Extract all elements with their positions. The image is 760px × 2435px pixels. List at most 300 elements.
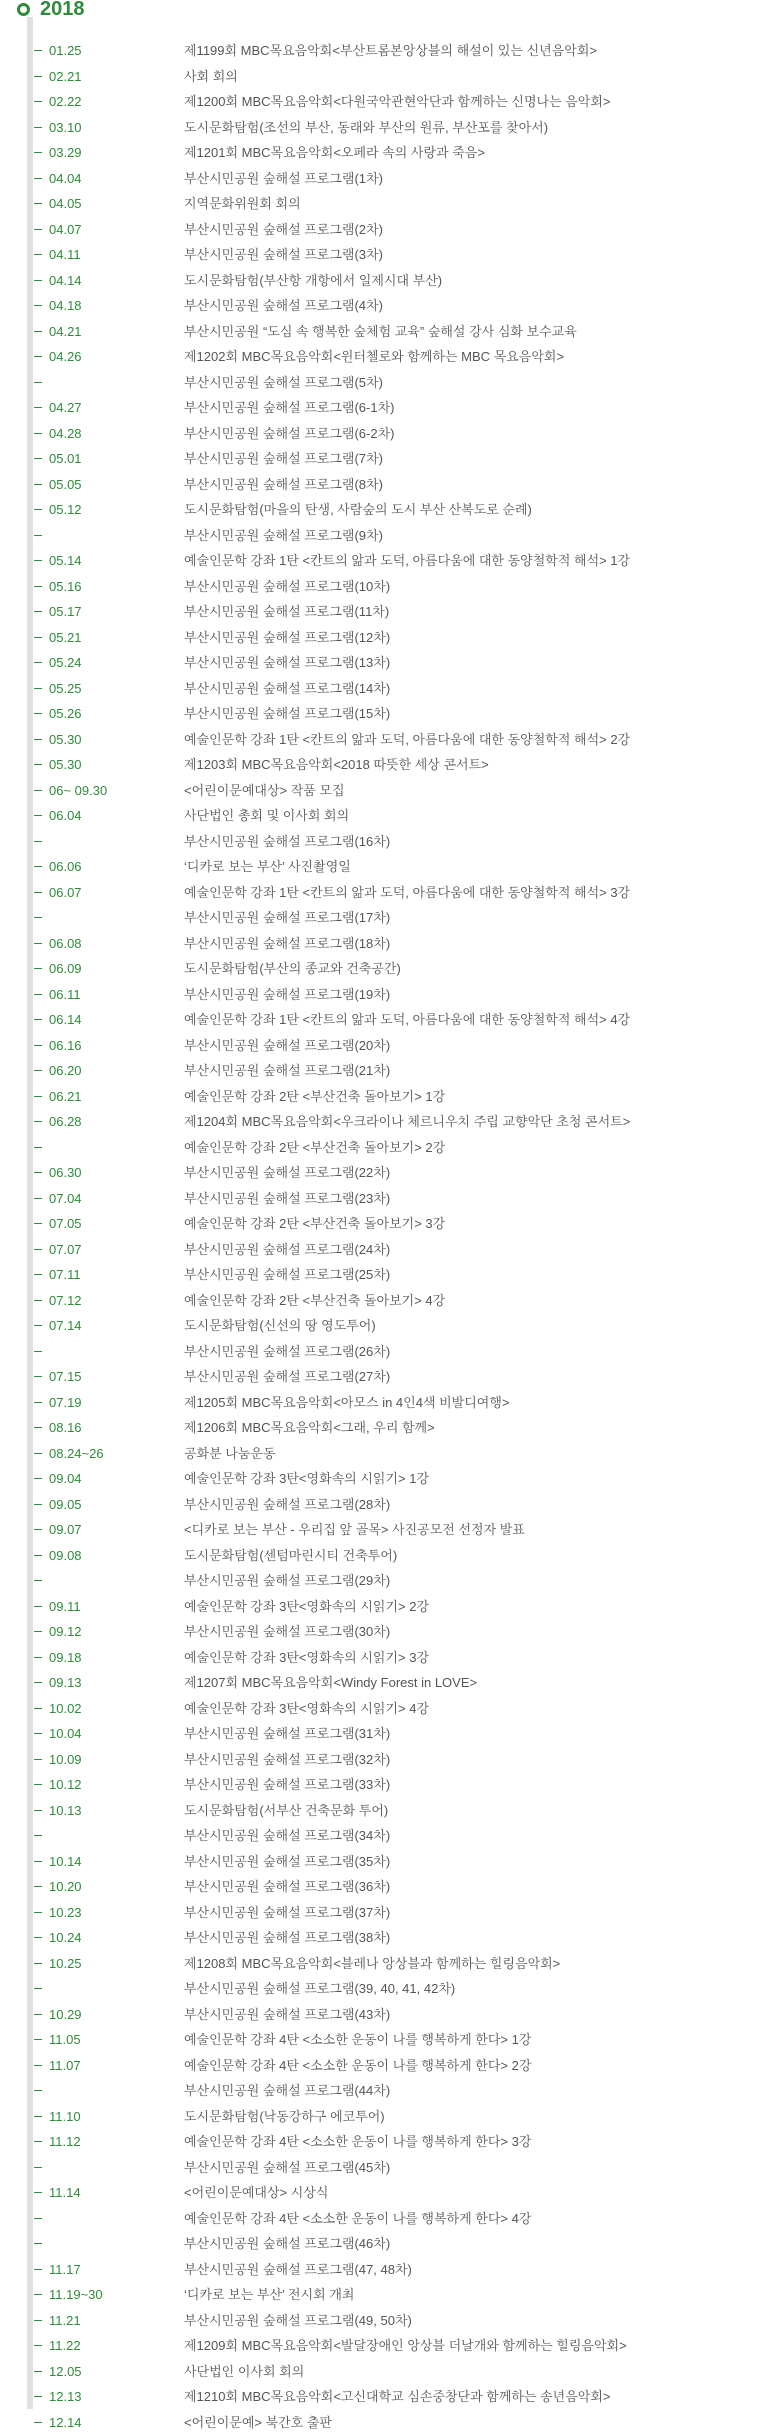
event-description: 예술인문학 강좌 4탄 <소소한 운동이 나를 행복하게 한다> 4강 xyxy=(184,2206,531,2231)
event-date: 10.14 xyxy=(49,1849,82,1874)
event-date: 05.21 xyxy=(49,625,82,650)
timeline-item xyxy=(0,268,760,294)
event-date: 04.07 xyxy=(49,217,82,242)
timeline-tick-icon xyxy=(34,2218,42,2219)
timeline-item xyxy=(0,1135,760,1161)
event-description: 부산시민공원 숲해설 프로그램(18차) xyxy=(184,931,390,956)
event-description: 제1204회 MBC목요음악회<우크라이나 체르니우치 주립 교향악단 초청 콘서트> xyxy=(184,1109,630,1134)
timeline-tick-icon xyxy=(34,2192,42,2193)
event-description: 제1202회 MBC목요음악회<윈터첼로와 함께하는 MBC 목요음악회> xyxy=(184,344,564,369)
event-description: 예술인문학 강좌 1탄 <칸트의 앎과 도덕, 아름다움에 대한 동양철학적 해석> 4강 xyxy=(184,1007,630,1032)
timeline-item xyxy=(0,1645,760,1671)
event-description: 예술인문학 강좌 2탄 <부산건축 돌아보기> 2강 xyxy=(184,1135,445,1160)
timeline-tick-icon xyxy=(34,2320,42,2321)
timeline-tick-icon xyxy=(34,1682,42,1683)
timeline-item xyxy=(0,1390,760,1416)
event-description: 도시문화탐험(센텀마린시티 건축투어) xyxy=(184,1543,397,1568)
timeline-tick-icon xyxy=(34,178,42,179)
event-description: 부산시민공원 숲해설 프로그램(5차) xyxy=(184,370,383,395)
timeline-item xyxy=(0,1619,760,1645)
timeline-item xyxy=(0,2384,760,2410)
event-description: 부산시민공원 숲해설 프로그램(21차) xyxy=(184,1058,390,1083)
event-description: 사회 회의 xyxy=(184,64,238,89)
event-description: 예술인문학 강좌 3탄<영화속의 시읽기> 2강 xyxy=(184,1594,429,1619)
event-description: 부산시민공원 숲해설 프로그램(23차) xyxy=(184,1186,390,1211)
timeline-item xyxy=(0,2282,760,2308)
timeline-item xyxy=(0,778,760,804)
event-date: 10.12 xyxy=(49,1772,82,1797)
timeline-tick-icon xyxy=(34,203,42,204)
timeline-item xyxy=(0,217,760,243)
timeline-tick-icon xyxy=(34,1835,42,1836)
event-date: 06.28 xyxy=(49,1109,82,1134)
timeline-item xyxy=(0,854,760,880)
event-date: 11.22 xyxy=(49,2333,81,2358)
timeline-tick-icon xyxy=(34,2141,42,2142)
timeline-tick-icon xyxy=(34,1300,42,1301)
timeline-item xyxy=(0,1951,760,1977)
timeline-tick-icon xyxy=(34,968,42,969)
event-description: 부산시민공원 숲해설 프로그램(35차) xyxy=(184,1849,390,1874)
event-date: 04.28 xyxy=(49,421,82,446)
event-date: 04.04 xyxy=(49,166,82,191)
timeline-tick-icon xyxy=(34,1580,42,1581)
timeline-item xyxy=(0,1084,760,1110)
event-description: 도시문화탐험(조선의 부산, 동래와 부산의 원류, 부산포를 찾아서) xyxy=(184,115,548,140)
timeline-item xyxy=(0,1339,760,1365)
timeline-tick-icon xyxy=(34,1376,42,1377)
timeline-tick-icon xyxy=(34,917,42,918)
timeline-tick-icon xyxy=(34,458,42,459)
event-description: 부산시민공원 숲해설 프로그램(20차) xyxy=(184,1033,390,1058)
event-description: 부산시민공원 숲해설 프로그램(37차) xyxy=(184,1900,390,1925)
timeline-tick-icon xyxy=(34,127,42,128)
event-date: 09.11 xyxy=(49,1594,81,1619)
timeline-tick-icon xyxy=(34,2065,42,2066)
event-description: 부산시민공원 숲해설 프로그램(44차) xyxy=(184,2078,390,2103)
event-date: 05.17 xyxy=(49,599,82,624)
timeline-item xyxy=(0,1798,760,1824)
timeline-tick-icon xyxy=(34,509,42,510)
event-description: 부산시민공원 숲해설 프로그램(9차) xyxy=(184,523,383,548)
timeline-item xyxy=(0,395,760,421)
timeline-item xyxy=(0,1313,760,1339)
timeline-item xyxy=(0,1976,760,2002)
timeline-tick-icon xyxy=(34,2371,42,2372)
event-date: 10.13 xyxy=(49,1798,82,1823)
timeline-tick-icon xyxy=(34,688,42,689)
timeline-tick-icon xyxy=(34,305,42,306)
timeline-tick-icon xyxy=(34,611,42,612)
timeline-tick-icon xyxy=(34,2090,42,2091)
timeline-item xyxy=(0,1211,760,1237)
event-description: 부산시민공원 숲해설 프로그램(19차) xyxy=(184,982,390,1007)
event-description: 예술인문학 강좌 4탄 <소소한 운동이 나를 행복하게 한다> 2강 xyxy=(184,2053,531,2078)
event-date: 04.05 xyxy=(49,191,82,216)
timeline-item xyxy=(0,1466,760,1492)
timeline-item xyxy=(0,2053,760,2079)
event-date: 10.09 xyxy=(49,1747,82,1772)
event-date: 06.07 xyxy=(49,880,82,905)
event-date: 12.05 xyxy=(49,2359,82,2384)
timeline-item xyxy=(0,650,760,676)
event-date: 05.25 xyxy=(49,676,82,701)
timeline-item xyxy=(0,1849,760,1875)
timeline-tick-icon xyxy=(34,2014,42,2015)
timeline-item xyxy=(0,1925,760,1951)
timeline-item xyxy=(0,421,760,447)
timeline-tick-icon xyxy=(34,790,42,791)
timeline-item xyxy=(0,166,760,192)
timeline-item xyxy=(0,2002,760,2028)
event-description: 도시문화탐험(부산의 종교와 건축공간) xyxy=(184,956,401,981)
timeline-item xyxy=(0,701,760,727)
event-description: 부산시민공원 숲해설 프로그램(7차) xyxy=(184,446,383,471)
timeline-tick-icon xyxy=(34,1147,42,1148)
event-date: 07.11 xyxy=(49,1262,81,1287)
event-description: 부산시민공원 숲해설 프로그램(15차) xyxy=(184,701,390,726)
event-date: 10.25 xyxy=(49,1951,82,1976)
timeline-tick-icon xyxy=(34,1453,42,1454)
event-date: 06.09 xyxy=(49,956,82,981)
timeline-item xyxy=(0,599,760,625)
event-description: 사단법인 총회 및 이사회 회의 xyxy=(184,803,349,828)
event-description: 부산시민공원 숲해설 프로그램(14차) xyxy=(184,676,390,701)
timeline-item xyxy=(0,956,760,982)
event-date: 04.27 xyxy=(49,395,82,420)
timeline-item xyxy=(0,523,760,549)
event-date: 04.14 xyxy=(49,268,82,293)
timeline-tick-icon xyxy=(34,152,42,153)
event-date: 01.25 xyxy=(49,38,82,63)
event-description: 부산시민공원 숲해설 프로그램(39, 40, 41, 42차) xyxy=(184,1976,455,2001)
timeline-item xyxy=(0,548,760,574)
timeline-item xyxy=(0,1441,760,1467)
timeline-tick-icon xyxy=(34,433,42,434)
event-date: 06~ 09.30 xyxy=(49,778,107,803)
event-date: 05.12 xyxy=(49,497,82,522)
timeline-tick-icon xyxy=(34,1810,42,1811)
timeline-item xyxy=(0,625,760,651)
timeline-item xyxy=(0,803,760,829)
year-label: 2018 xyxy=(40,0,85,21)
event-description: 도시문화탐험(마을의 탄생, 사람숲의 도시 부산 산복도로 순례) xyxy=(184,497,532,522)
timeline-tick-icon xyxy=(34,1657,42,1658)
timeline-tick-icon xyxy=(34,1478,42,1479)
timeline-item xyxy=(0,115,760,141)
event-description: 부산시민공원 숲해설 프로그램(36차) xyxy=(184,1874,390,1899)
event-description: 부산시민공원 숲해설 프로그램(6-2차) xyxy=(184,421,394,446)
event-description: 예술인문학 강좌 3탄<영화속의 시읽기> 4강 xyxy=(184,1696,429,1721)
event-description: 제1200회 MBC목요음악회<다원국악관현악단과 함께하는 신명나는 음악회> xyxy=(184,89,611,114)
event-description: 부산시민공원 숲해설 프로그램(30차) xyxy=(184,1619,390,1644)
timeline-tick-icon xyxy=(34,1070,42,1071)
timeline-tick-icon xyxy=(34,1759,42,1760)
event-date: 10.29 xyxy=(49,2002,82,2027)
event-date: 12.14 xyxy=(49,2410,82,2435)
event-description: 부산시민공원 숲해설 프로그램(1차) xyxy=(184,166,383,191)
timeline-tick-icon xyxy=(34,1045,42,1046)
timeline-item xyxy=(0,2129,760,2155)
timeline-item xyxy=(0,727,760,753)
timeline-tick-icon xyxy=(34,841,42,842)
timeline-item xyxy=(0,1033,760,1059)
timeline-item xyxy=(0,880,760,906)
event-description: 예술인문학 강좌 2탄 <부산건축 돌아보기> 3강 xyxy=(184,1211,445,1236)
event-description: 부산시민공원 숲해설 프로그램(16차) xyxy=(184,829,390,854)
event-description: 공화분 나눔운동 xyxy=(184,1441,276,1466)
event-description: 부산시민공원 숲해설 프로그램(6-1차) xyxy=(184,395,394,420)
timeline-item xyxy=(0,370,760,396)
timeline-tick-icon xyxy=(34,484,42,485)
timeline-item xyxy=(0,574,760,600)
event-list xyxy=(0,38,760,2435)
event-date: 07.07 xyxy=(49,1237,82,1262)
event-description: 부산시민공원 숲해설 프로그램(43차) xyxy=(184,2002,390,2027)
timeline-tick-icon xyxy=(34,1963,42,1964)
event-description: 부산시민공원 숲해설 프로그램(12차) xyxy=(184,625,390,650)
timeline-item xyxy=(0,1568,760,1594)
event-description: <어린이문예대상> 작품 모집 xyxy=(184,778,345,803)
event-description: 지역문화위원회 회의 xyxy=(184,191,301,216)
timeline-tick-icon xyxy=(34,1529,42,1530)
timeline-item xyxy=(0,1747,760,1773)
timeline-item xyxy=(0,1186,760,1212)
event-date: 06.16 xyxy=(49,1033,82,1058)
event-date: 04.26 xyxy=(49,344,82,369)
event-date: 05.30 xyxy=(49,727,82,752)
event-date: 06.04 xyxy=(49,803,82,828)
timeline-tick-icon xyxy=(34,662,42,663)
event-description: 예술인문학 강좌 3탄<영화속의 시읽기> 3강 xyxy=(184,1645,429,1670)
event-date: 05.30 xyxy=(49,752,82,777)
event-date: 11.07 xyxy=(49,2053,81,2078)
event-date: 05.05 xyxy=(49,472,82,497)
event-date: 11.10 xyxy=(49,2104,81,2129)
timeline-tick-icon xyxy=(34,2422,42,2423)
timeline-tick-icon xyxy=(34,331,42,332)
timeline-item xyxy=(0,1237,760,1263)
event-description: 예술인문학 강좌 2탄 <부산건축 돌아보기> 1강 xyxy=(184,1084,445,1109)
event-description: 예술인문학 강좌 3탄<영화속의 시읽기> 1강 xyxy=(184,1466,429,1491)
event-description: 부산시민공원 숲해설 프로그램(24차) xyxy=(184,1237,390,1262)
event-date: 06.21 xyxy=(49,1084,82,1109)
event-date: 04.18 xyxy=(49,293,82,318)
event-date: 05.24 xyxy=(49,650,82,675)
event-description: ‘디카로 보는 부산’ 전시회 개최 xyxy=(184,2282,354,2307)
timeline-tick-icon xyxy=(34,560,42,561)
event-description: 제1199회 MBC목요음악회<부산트롬본앙상블의 해설이 있는 신년음악회> xyxy=(184,38,597,63)
event-date: 07.19 xyxy=(49,1390,82,1415)
timeline-item xyxy=(0,64,760,90)
timeline-item xyxy=(0,676,760,702)
timeline-item xyxy=(0,2410,760,2435)
timeline-item xyxy=(0,2231,760,2257)
timeline-tick-icon xyxy=(34,1325,42,1326)
event-date: 08.16 xyxy=(49,1415,82,1440)
event-description: 부산시민공원 숲해설 프로그램(25차) xyxy=(184,1262,390,1287)
event-description: 예술인문학 강좌 1탄 <칸트의 앎과 도덕, 아름다움에 대한 동양철학적 해석> 1강 xyxy=(184,548,630,573)
timeline-item xyxy=(0,497,760,523)
timeline-tick-icon xyxy=(34,1223,42,1224)
timeline-tick-icon xyxy=(34,1733,42,1734)
event-date: 09.07 xyxy=(49,1517,82,1542)
timeline-tick-icon xyxy=(34,1937,42,1938)
timeline-tick-icon xyxy=(34,2039,42,2040)
timeline-item xyxy=(0,1160,760,1186)
event-description: 도시문화탐험(낙동강하구 에코투어) xyxy=(184,2104,385,2129)
timeline-tick-icon xyxy=(34,1861,42,1862)
timeline-item xyxy=(0,931,760,957)
event-description: 부산시민공원 숲해설 프로그램(3차) xyxy=(184,242,383,267)
event-date: 05.26 xyxy=(49,701,82,726)
event-date: 11.05 xyxy=(49,2027,81,2052)
event-description: 제1201회 MBC목요음악회<오페라 속의 사랑과 죽음> xyxy=(184,140,485,165)
event-description: 제1206회 MBC목요음악회<그래, 우리 함께> xyxy=(184,1415,435,1440)
event-date: 04.11 xyxy=(49,242,81,267)
timeline-item xyxy=(0,752,760,778)
timeline-item xyxy=(0,1543,760,1569)
timeline-tick-icon xyxy=(34,76,42,77)
event-description: 도시문화탐험(신선의 땅 영도투어) xyxy=(184,1313,376,1338)
timeline-tick-icon xyxy=(34,1606,42,1607)
timeline-tick-icon xyxy=(34,2167,42,2168)
year-circle-icon xyxy=(17,3,30,16)
timeline-item xyxy=(0,1415,760,1441)
timeline-tick-icon xyxy=(34,739,42,740)
event-description: 부산시민공원 숲해설 프로그램(26차) xyxy=(184,1339,390,1364)
timeline-tick-icon xyxy=(34,1427,42,1428)
timeline-item xyxy=(0,2359,760,2385)
event-description: 부산시민공원 숲해설 프로그램(13차) xyxy=(184,650,390,675)
event-date: 03.10 xyxy=(49,115,82,140)
event-date: 11.17 xyxy=(49,2257,81,2282)
event-description: <어린이문예> 북간호 출판 xyxy=(184,2410,332,2435)
event-description: 제1210회 MBC목요음악회<고신대학교 심손중창단과 함께하는 송년음악회> xyxy=(184,2384,611,2409)
event-description: 제1208회 MBC목요음악회<블레나 앙상블과 함께하는 힐링음악회> xyxy=(184,1951,560,1976)
timeline-item xyxy=(0,2257,760,2283)
event-description: 제1207회 MBC목요음악회<Windy Forest in LOVE> xyxy=(184,1670,477,1695)
timeline-item xyxy=(0,2206,760,2232)
timeline-item xyxy=(0,2333,760,2359)
timeline-tick-icon xyxy=(34,1886,42,1887)
event-description: 도시문화탐험(부산항 개항에서 일제시대 부산) xyxy=(184,268,442,293)
event-description: 부산시민공원 “도심 속 행복한 숲체험 교육” 숲해설 강사 심화 보수교육 xyxy=(184,319,577,344)
timeline-tick-icon xyxy=(34,1019,42,1020)
timeline-item xyxy=(0,191,760,217)
timeline-tick-icon xyxy=(34,892,42,893)
event-description: ‘디카로 보는 부산’ 사진촬영일 xyxy=(184,854,351,879)
timeline-tick-icon xyxy=(34,356,42,357)
event-description: 부산시민공원 숲해설 프로그램(45차) xyxy=(184,2155,390,2180)
event-description: 부산시민공원 숲해설 프로그램(4차) xyxy=(184,293,383,318)
timeline-tick-icon xyxy=(34,1274,42,1275)
event-date: 06.08 xyxy=(49,931,82,956)
timeline-item xyxy=(0,2104,760,2130)
event-date: 07.15 xyxy=(49,1364,82,1389)
timeline-tick-icon xyxy=(34,994,42,995)
timeline-item xyxy=(0,1900,760,1926)
timeline-item xyxy=(0,1772,760,1798)
event-description: <디카로 보는 부산 - 우리집 앞 골목> 사진공모전 선정자 발표 xyxy=(184,1517,525,1542)
event-date: 09.13 xyxy=(49,1670,82,1695)
event-description: <어린이문예대상> 시상식 xyxy=(184,2180,328,2205)
timeline-tick-icon xyxy=(34,637,42,638)
timeline-tick-icon xyxy=(34,50,42,51)
timeline-item xyxy=(0,2078,760,2104)
timeline-tick-icon xyxy=(34,2269,42,2270)
event-date: 05.01 xyxy=(49,446,82,471)
timeline-tick-icon xyxy=(34,229,42,230)
timeline-item xyxy=(0,472,760,498)
event-description: 부산시민공원 숲해설 프로그램(31차) xyxy=(184,1721,390,1746)
timeline-item xyxy=(0,293,760,319)
event-description: 부산시민공원 숲해설 프로그램(29차) xyxy=(184,1568,390,1593)
event-date: 09.18 xyxy=(49,1645,82,1670)
event-date: 09.08 xyxy=(49,1543,82,1568)
event-description: 예술인문학 강좌 2탄 <부산건축 돌아보기> 4강 xyxy=(184,1288,445,1313)
event-date: 06.14 xyxy=(49,1007,82,1032)
event-date: 11.21 xyxy=(49,2308,81,2333)
event-description: 부산시민공원 숲해설 프로그램(28차) xyxy=(184,1492,390,1517)
event-description: 부산시민공원 숲해설 프로그램(2차) xyxy=(184,217,383,242)
timeline-tick-icon xyxy=(34,2294,42,2295)
event-description: 제1205회 MBC목요음악회<아모스 in 4인4색 비발디여행> xyxy=(184,1390,510,1415)
timeline-item xyxy=(0,140,760,166)
timeline-tick-icon xyxy=(34,254,42,255)
timeline-tick-icon xyxy=(34,1555,42,1556)
timeline-item xyxy=(0,344,760,370)
timeline-item xyxy=(0,905,760,931)
timeline-item xyxy=(0,1058,760,1084)
timeline-tick-icon xyxy=(34,2396,42,2397)
timeline-tick-icon xyxy=(34,280,42,281)
event-date: 11.14 xyxy=(49,2180,81,2205)
event-description: 부산시민공원 숲해설 프로그램(34차) xyxy=(184,1823,390,1848)
event-date: 10.02 xyxy=(49,1696,82,1721)
timeline-tick-icon xyxy=(34,1912,42,1913)
timeline-tick-icon xyxy=(34,943,42,944)
timeline-tick-icon xyxy=(34,713,42,714)
timeline-tick-icon xyxy=(34,1198,42,1199)
timeline-item xyxy=(0,38,760,64)
event-date: 06.20 xyxy=(49,1058,82,1083)
timeline-item xyxy=(0,1721,760,1747)
timeline-tick-icon xyxy=(34,1402,42,1403)
timeline-item xyxy=(0,1007,760,1033)
event-date: 02.21 xyxy=(49,64,82,89)
timeline-tick-icon xyxy=(34,1351,42,1352)
event-description: 예술인문학 강좌 4탄 <소소한 운동이 나를 행복하게 한다> 3강 xyxy=(184,2129,531,2154)
timeline-tick-icon xyxy=(34,1249,42,1250)
timeline-item xyxy=(0,2027,760,2053)
timeline-tick-icon xyxy=(34,1172,42,1173)
timeline-item xyxy=(0,89,760,115)
timeline-item xyxy=(0,1823,760,1849)
event-description: 부산시민공원 숲해설 프로그램(8차) xyxy=(184,472,383,497)
event-description: 부산시민공원 숲해설 프로그램(22차) xyxy=(184,1160,390,1185)
event-date: 10.20 xyxy=(49,1874,82,1899)
event-date: 06.11 xyxy=(49,982,81,1007)
timeline-tick-icon xyxy=(34,382,42,383)
event-date: 09.05 xyxy=(49,1492,82,1517)
event-description: 예술인문학 강좌 1탄 <칸트의 앎과 도덕, 아름다움에 대한 동양철학적 해석> 2강 xyxy=(184,727,630,752)
event-description: 부산시민공원 숲해설 프로그램(49, 50차) xyxy=(184,2308,412,2333)
event-date: 11.19~30 xyxy=(49,2282,103,2307)
event-date: 10.04 xyxy=(49,1721,82,1746)
timeline-tick-icon xyxy=(34,1784,42,1785)
timeline-tick-icon xyxy=(34,815,42,816)
